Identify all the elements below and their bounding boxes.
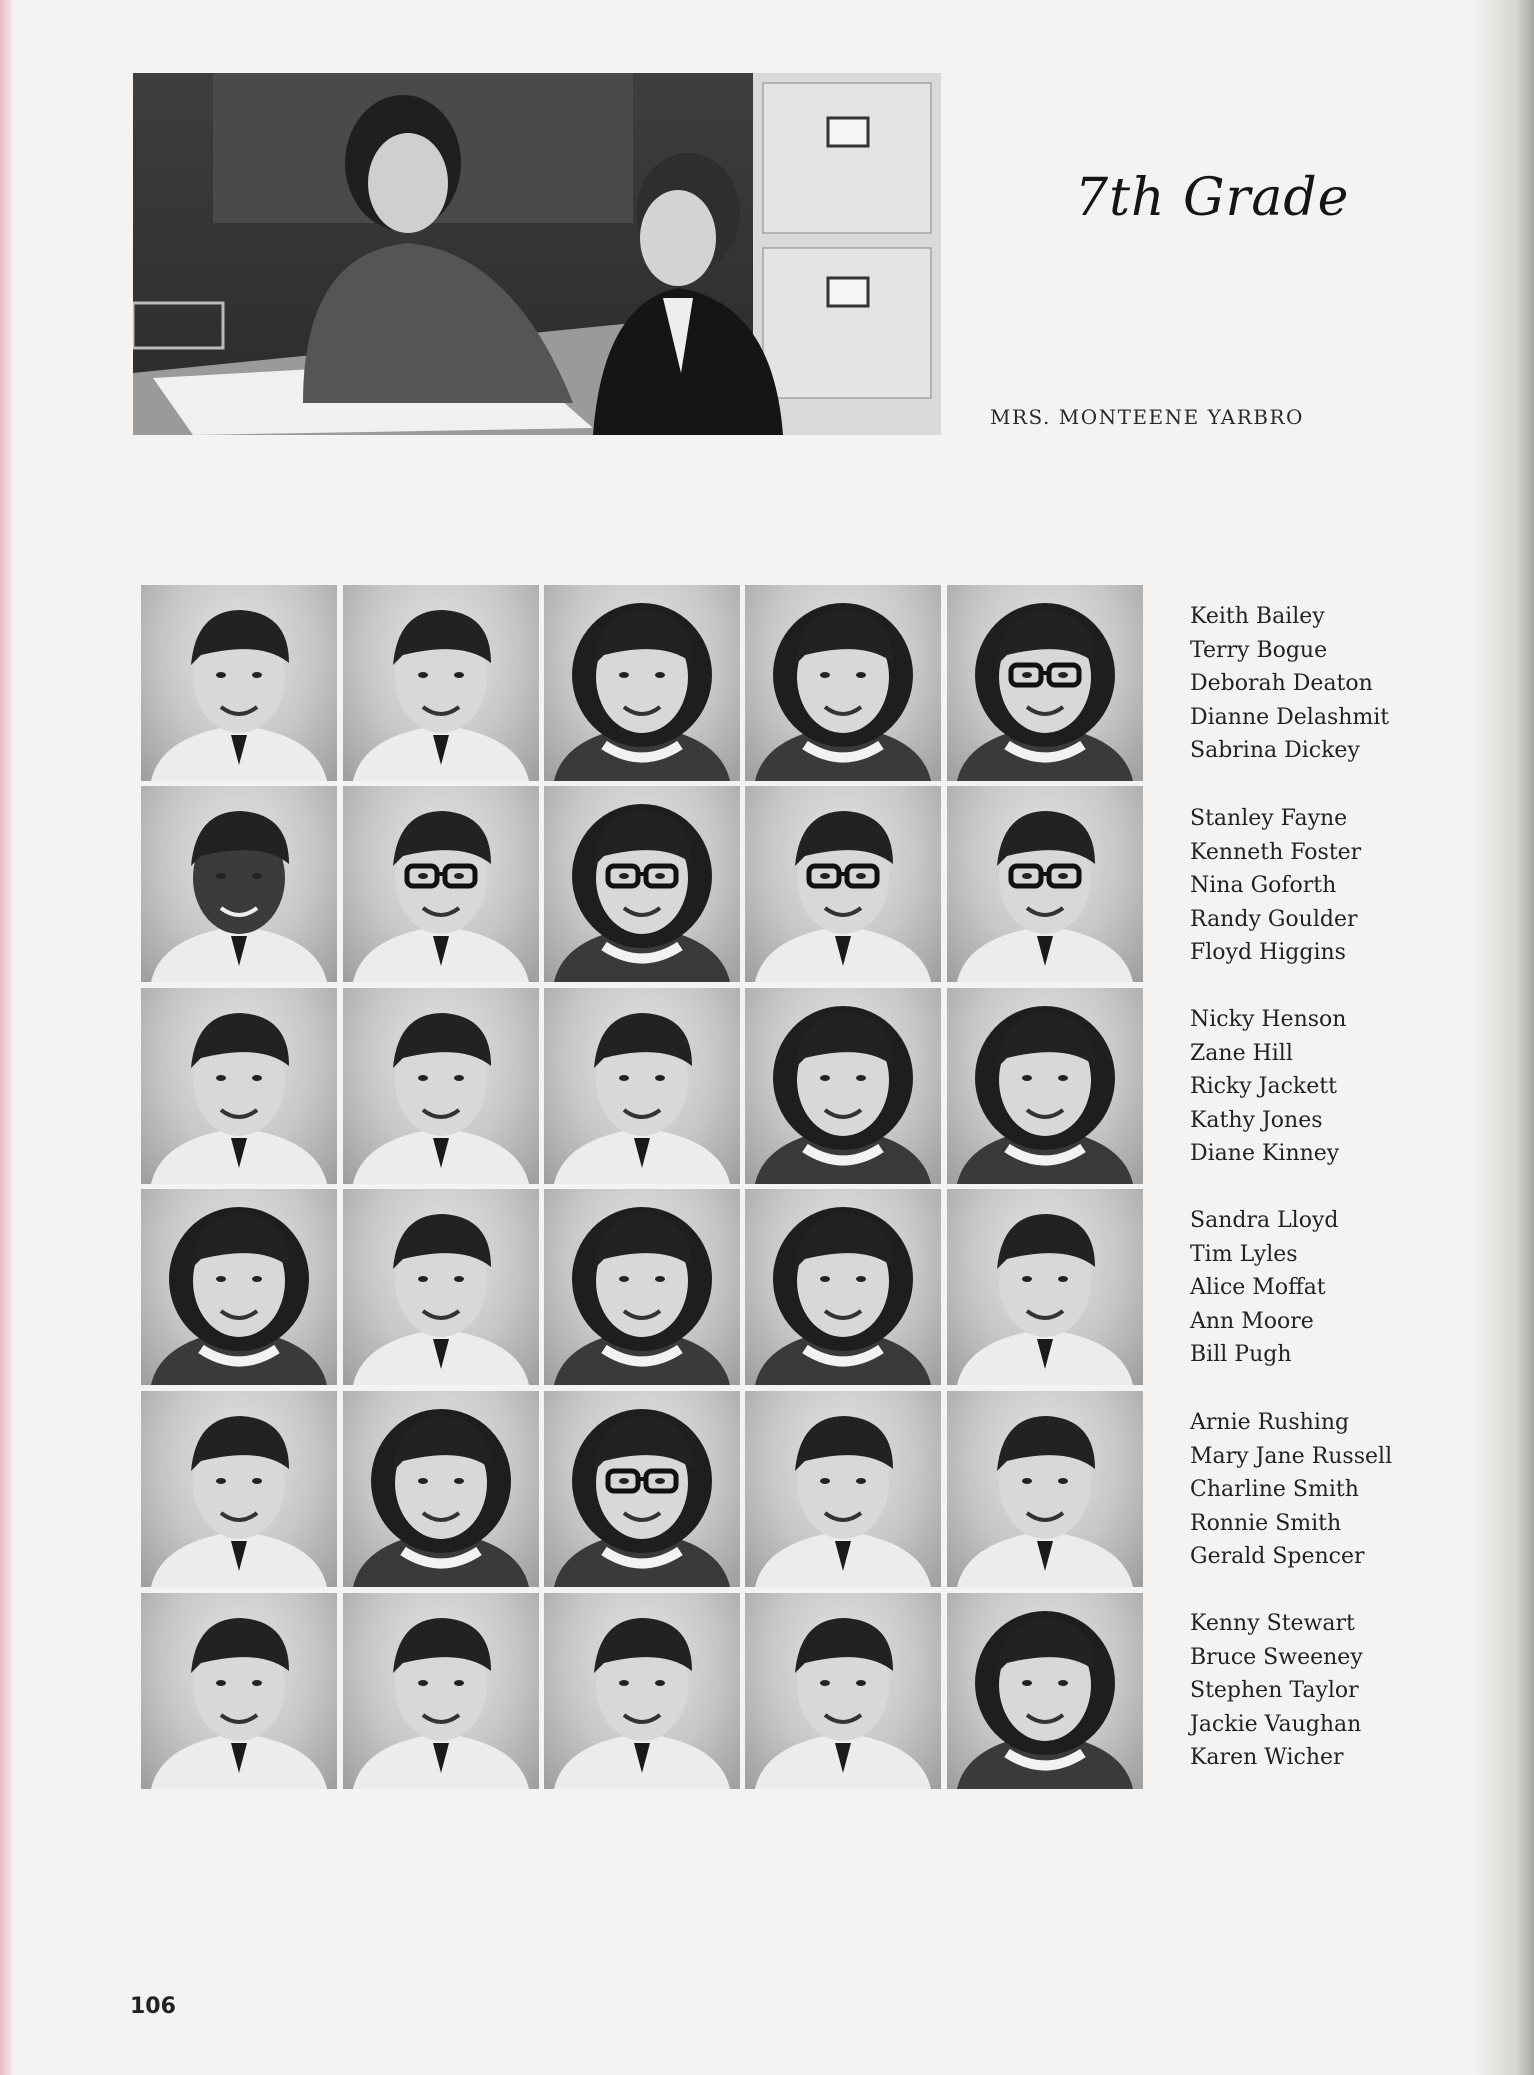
- student-name: Stanley Fayne: [1190, 806, 1348, 831]
- name-block: [1190, 1607, 1420, 1775]
- student-portrait: [141, 1593, 337, 1789]
- student-portrait: [141, 786, 337, 982]
- student-portrait: [745, 1189, 941, 1385]
- student-name: Stephen Taylor: [1190, 1678, 1359, 1704]
- student-name: Kenny Stewart: [1190, 1611, 1355, 1636]
- portrait-grid: [141, 585, 1145, 1789]
- student-name: Gerald Spencer: [1190, 1544, 1365, 1570]
- student-portrait: [544, 786, 740, 982]
- student-portrait: [745, 1593, 941, 1789]
- name-block: [1190, 802, 1420, 970]
- student-portrait: [947, 1391, 1143, 1587]
- page-edge-left: [0, 0, 14, 2075]
- portrait-row: [141, 585, 1145, 781]
- student-name: Bruce Sweeney: [1190, 1644, 1363, 1670]
- student-portrait: [141, 1391, 337, 1587]
- student-name: Diane Kinney: [1190, 1141, 1340, 1167]
- student-name: Nicky Henson: [1190, 1007, 1347, 1032]
- student-name: Nina Goforth: [1190, 873, 1337, 899]
- student-portrait: [947, 1593, 1143, 1789]
- name-block: [1190, 1003, 1420, 1171]
- student-name: Kenneth Foster: [1190, 839, 1362, 865]
- student-portrait: [544, 1593, 740, 1789]
- student-portrait: [544, 1189, 740, 1385]
- page-title: 7th Grade: [1075, 168, 1350, 228]
- student-portrait: [544, 585, 740, 781]
- portrait-row: [141, 988, 1145, 1184]
- student-portrait: [141, 988, 337, 1184]
- student-name: Deborah Deaton: [1190, 671, 1373, 697]
- portrait-row: [141, 1593, 1145, 1789]
- student-portrait: [947, 786, 1143, 982]
- student-portrait: [141, 1189, 337, 1385]
- student-name: Bill Pugh: [1190, 1342, 1292, 1368]
- student-name: Terry Bogue: [1190, 637, 1328, 663]
- student-name: Mary Jane Russell: [1190, 1443, 1393, 1469]
- name-block: [1190, 1406, 1420, 1574]
- student-name: Arnie Rushing: [1190, 1410, 1350, 1435]
- student-portrait: [544, 988, 740, 1184]
- student-portrait: [343, 1593, 539, 1789]
- student-name: Ronnie Smith: [1190, 1510, 1342, 1536]
- student-name: Karen Wicher: [1190, 1745, 1344, 1771]
- student-name: Alice Moffat: [1190, 1275, 1326, 1301]
- name-block: [1190, 600, 1420, 768]
- student-portrait: [947, 585, 1143, 781]
- student-portrait: [947, 988, 1143, 1184]
- teacher-photo: [133, 73, 941, 435]
- student-portrait: [343, 1391, 539, 1587]
- student-portrait: [343, 786, 539, 982]
- student-portrait: [745, 585, 941, 781]
- student-name: Charline Smith: [1190, 1477, 1359, 1503]
- student-portrait: [343, 585, 539, 781]
- portrait-row: [141, 786, 1145, 982]
- student-portrait: [745, 786, 941, 982]
- student-name: Sandra Lloyd: [1190, 1208, 1339, 1233]
- student-portrait: [745, 988, 941, 1184]
- student-name: Ann Moore: [1190, 1308, 1314, 1334]
- student-portrait: [745, 1391, 941, 1587]
- student-portrait: [141, 585, 337, 781]
- student-name: Jackie Vaughan: [1190, 1711, 1362, 1737]
- student-name: Keith Bailey: [1190, 604, 1325, 629]
- name-block: [1190, 1204, 1420, 1372]
- student-name: Sabrina Dickey: [1190, 738, 1360, 764]
- student-name: Floyd Higgins: [1190, 940, 1346, 966]
- page-number: 106: [130, 1994, 176, 2019]
- teacher-name: MRS. MONTEENE YARBRO: [990, 405, 1304, 429]
- student-name: Zane Hill: [1190, 1040, 1293, 1066]
- student-name: Kathy Jones: [1190, 1107, 1323, 1133]
- student-portrait: [947, 1189, 1143, 1385]
- student-portrait: [343, 1189, 539, 1385]
- portrait-row: [141, 1391, 1145, 1587]
- student-portrait: [544, 1391, 740, 1587]
- student-name: Tim Lyles: [1190, 1241, 1298, 1267]
- student-name: Randy Goulder: [1190, 906, 1358, 932]
- student-portrait: [343, 988, 539, 1184]
- student-name: Dianne Delashmit: [1190, 704, 1390, 730]
- page-edge-right: [1474, 0, 1534, 2075]
- student-name: Ricky Jackett: [1190, 1074, 1337, 1100]
- portrait-row: [141, 1189, 1145, 1385]
